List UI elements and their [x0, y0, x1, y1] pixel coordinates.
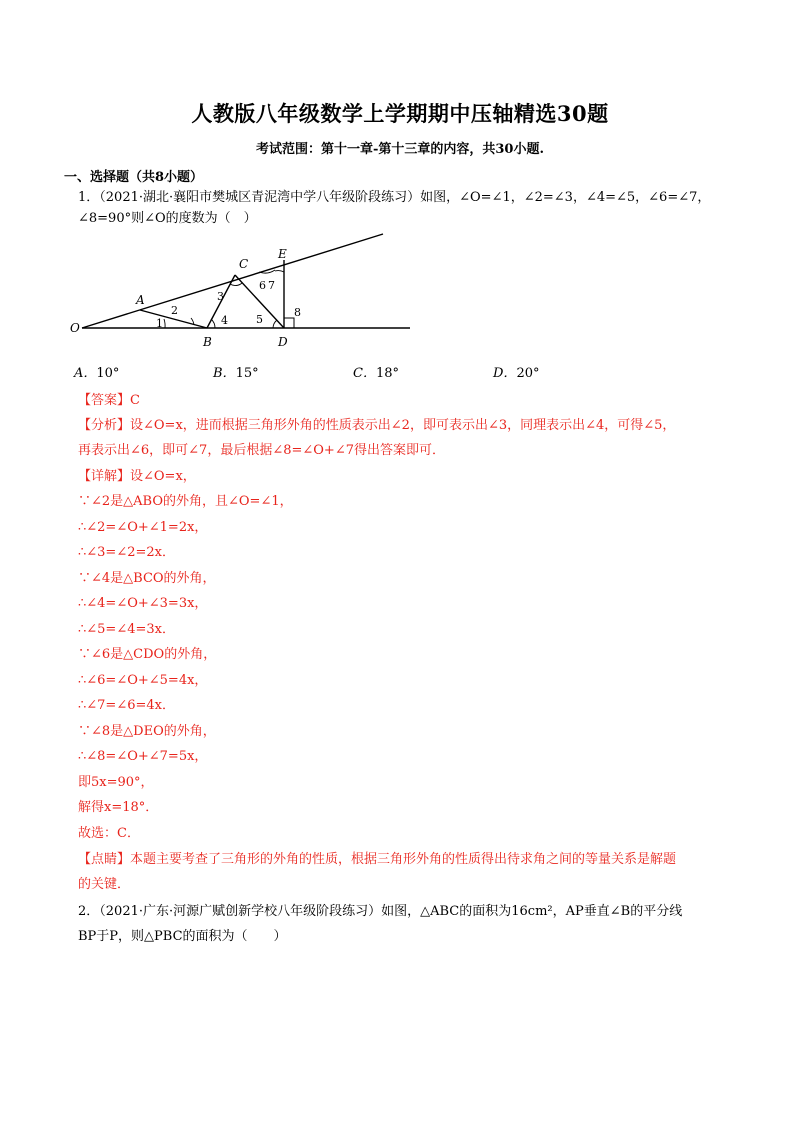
q1-detail-line: ∵∠8是△DEO的外角， [78, 724, 216, 739]
label-B: B [203, 335, 212, 349]
q1-detail-line: ∴∠5=∠4=3x． [78, 622, 175, 637]
label-O: O [70, 321, 80, 335]
angle-label-2: 2 [171, 304, 178, 317]
q1-analysis-line2: 再表示出∠6，即可∠7，最后根据∠8=∠O+∠7得出答案即可． [78, 443, 445, 458]
q1-option-a: A．10° [74, 366, 120, 381]
angle-label-8: 8 [294, 306, 301, 319]
angle-label-3: 3 [217, 290, 224, 303]
q1-detail-line: ∴∠4=∠O+∠3=3x， [78, 596, 208, 611]
q1-option-d: D．20° [493, 366, 540, 381]
q1-option-b: B．15° [213, 366, 259, 381]
document-subtitle: 考试范围：第十一章-第十三章的内容，共30小题. [255, 142, 544, 157]
label-C: C [239, 257, 249, 271]
q2-stem-line2: BP于P，则△PBC的面积为（ ） [78, 929, 287, 944]
q2-stem-line1: 2．（2021·广东·河源广赋创新学校八年级阶段练习）如图，△ABC的面积为16cm²，AP垂直∠B的平分线 [78, 904, 683, 919]
q1-option-c: C．18° [353, 366, 399, 381]
q1-detail-line: 即5x=90°， [78, 775, 154, 790]
label-D: D [278, 335, 288, 349]
angle-label-1: 1 [156, 317, 163, 330]
angle-label-6: 6 [259, 279, 266, 292]
q1-geometry-figure [70, 228, 420, 358]
q1-answer: 【答案】C [78, 393, 140, 408]
label-A: A [136, 293, 145, 307]
q1-detail-line: ∵∠4是△BCO的外角， [78, 571, 216, 586]
q1-detail-line: ∵∠6是△CDO的外角， [78, 647, 217, 662]
q1-detail-line: 【详解】设∠O=x， [78, 469, 196, 484]
section-heading: 一、选择题（共8小题） [64, 170, 204, 185]
q1-detail-line: ∴∠3=∠2=2x． [78, 545, 175, 560]
q1-detail-line: ∴∠8=∠O+∠7=5x， [78, 749, 208, 764]
q1-comment-line1: 【点睛】本题主要考查了三角形的外角的性质，根据三角形外角的性质得出待求角之间的等量关系是解题 [78, 852, 677, 867]
q1-detail-line: ∴∠6=∠O+∠5=4x， [78, 673, 208, 688]
document-title: 人教版八年级数学上学期期中压轴精选30题 [191, 101, 609, 126]
q1-detail-line: 解得x=18°． [78, 800, 159, 815]
q1-stem-line2: ∠8=90°则∠O的度数为（ ） [78, 211, 257, 226]
q1-comment-line2: 的关键． [78, 877, 131, 892]
q1-detail-line: ∴∠7=∠6=4x． [78, 698, 175, 713]
q1-stem-line1: 1．（2021·湖北·襄阳市樊城区青泥湾中学八年级阶段练习）如图，∠O=∠1，∠2=∠3，∠4=∠5，∠6=∠7， [78, 190, 711, 205]
q1-detail-line: 故选：C． [78, 826, 140, 841]
q1-analysis-line1: 【分析】设∠O=x，进而根据三角形外角的性质表示出∠2，即可表示出∠3，同理表示出∠4，可得∠5， [78, 418, 676, 433]
angle-label-5: 5 [256, 313, 263, 326]
angle-label-7: 7 [268, 279, 275, 292]
q1-detail-line: ∴∠2=∠O+∠1=2x， [78, 520, 208, 535]
label-E: E [278, 247, 287, 261]
q1-detail-line: ∵∠2是△ABO的外角，且∠O=∠1， [78, 494, 293, 509]
angle-label-4: 4 [221, 314, 228, 327]
